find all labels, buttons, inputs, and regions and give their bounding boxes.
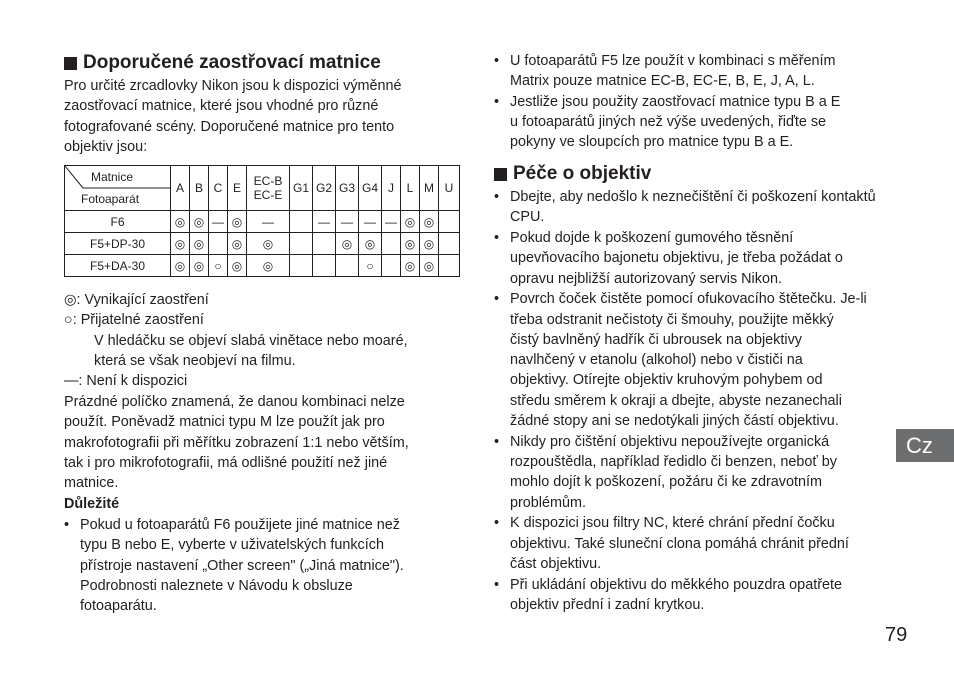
bullet-line: fotoaparátu. [80, 598, 157, 615]
table-cell: ◎ [420, 233, 439, 255]
bullet-line: přístroje nastavení „Other screen" („Jiná matnice"). [80, 557, 404, 574]
table-cell: ◎ [228, 211, 247, 233]
important-title: Důležité [64, 496, 120, 512]
bullet-line: objektivy. Otírejte objektiv kruhovým pohybem od [510, 372, 823, 389]
table-cell: ◎ [171, 255, 190, 277]
column-header: G3 [336, 166, 359, 211]
body-paragraph [64, 392, 409, 493]
legend-note-line: V hledáčku se objeví slabá vinětace nebo moaré, [94, 332, 408, 349]
bullet-text [510, 51, 836, 92]
column-header-ecb-ece [247, 166, 290, 211]
bullet-line: objektiv přední i zadní krytkou. [510, 596, 705, 613]
table-cell: ◎ [336, 233, 359, 255]
bullet-line: Při ukládání objektivu do měkkého pouzdra opatřete [510, 576, 842, 593]
body-line: matnice. [64, 475, 119, 492]
table-cell: — [336, 211, 359, 233]
table-cell: ◎ [359, 233, 382, 255]
table-row [65, 211, 460, 233]
important-bullet-text [80, 515, 404, 616]
bullet-dot: • [494, 291, 500, 308]
bullet-line: Jestliže jsou použity zaostřovací matnice typu B a E [510, 93, 841, 110]
row-label: F5+DA-30 [65, 255, 171, 277]
bullet-line: část objektivu. [510, 555, 602, 572]
legend [64, 290, 408, 391]
focusing-screen-table [64, 165, 460, 277]
intro-line: zaostřovací matnice, které jsou vhodné pro různé [64, 98, 379, 115]
table-cell [290, 211, 313, 233]
corner-label-camera: Fotoaparát [81, 192, 140, 206]
bullet-line: čistý bavlněný hadřík či ubrousek na objektivy [510, 331, 802, 348]
table-cell [439, 211, 460, 233]
bullet-line: Matrix pouze matnice EC-B, EC-E, B, E, J, A, L. [510, 73, 815, 90]
table-cell: ◎ [401, 211, 420, 233]
column-header: E [228, 166, 247, 211]
table-cell: ◎ [247, 255, 290, 277]
table-cell [209, 233, 228, 255]
bullet-line: u fotoaparátů jiných než výše uvedených, řiďte se [510, 113, 827, 130]
square-bullet-icon [494, 168, 507, 181]
bullet-dot: • [494, 433, 500, 450]
table-body [65, 211, 460, 277]
table-cell: ◎ [171, 233, 190, 255]
table-cell [336, 255, 359, 277]
column-header: M [420, 166, 439, 211]
column-header-ece: EC-E [253, 188, 283, 202]
table-cell [382, 233, 401, 255]
page-number: 79 [885, 624, 908, 646]
table-cell [313, 233, 336, 255]
bullet-line: U fotoaparátů F5 lze použít v kombinaci s měřením [510, 53, 836, 69]
row-label: F5+DP-30 [65, 233, 171, 255]
body-line: Prázdné políčko znamená, že danou kombinaci nelze [64, 394, 405, 410]
table-cell: ○ [359, 255, 382, 277]
table-corner-cell [65, 166, 171, 211]
bullet-text [510, 228, 843, 289]
column-header: L [401, 166, 420, 211]
table-cell: ◎ [171, 211, 190, 233]
column-header-ecb: EC-B [253, 174, 283, 188]
table-cell: ◎ [420, 255, 439, 277]
table-cell: — [313, 211, 336, 233]
table-cell: — [247, 211, 290, 233]
bullet-line: středu směrem k okraji a dbejte, abyste nezanechali [510, 392, 842, 409]
table-cell [290, 255, 313, 277]
bullet-line: Nikdy pro čištění objektivu nepoužívejte organická [510, 433, 830, 450]
corner-label-screen: Matnice [91, 170, 134, 184]
bullet-text [510, 513, 849, 574]
bullet-line: K dispozici jsou filtry NC, které chrání přední čočku [510, 515, 835, 532]
intro-line: fotografované scény. Doporučené matnice pro tento [64, 118, 395, 135]
section-heading-focusing-screens [64, 52, 381, 74]
intro-line: objektiv jsou: [64, 138, 148, 155]
table-cell: — [382, 211, 401, 233]
heading-text: Péče o objektiv [513, 163, 652, 184]
bullet-line: pokyny ve sloupcích pro matnice typu B a E. [510, 134, 794, 151]
bullet-dot: • [494, 189, 500, 205]
table-cell: — [359, 211, 382, 233]
bullet-line: Podrobnosti naleznete v Návodu k obsluze [80, 577, 353, 594]
column-header: J [382, 166, 401, 211]
column-header: A [171, 166, 190, 211]
bullet-line: CPU. [510, 209, 545, 226]
column-header: G4 [359, 166, 382, 211]
column-header: G2 [313, 166, 336, 211]
legend-note-line: která se však neobjeví na filmu. [94, 352, 296, 369]
heading-text: Doporučené zaostřovací matnice [83, 52, 381, 73]
bullet-dot: • [494, 53, 500, 69]
bullet-line: Dbejte, aby nedošlo k neznečištění či poškození kontaktů [510, 189, 876, 205]
table-row [65, 233, 460, 255]
bullet-line: navlhčený v etanolu (alkohol) nebo v čističi na [510, 352, 803, 369]
table-cell: ◎ [190, 233, 209, 255]
table-cell: ◎ [401, 255, 420, 277]
square-bullet-icon [64, 57, 77, 70]
table-cell: ◎ [190, 255, 209, 277]
legend-excellent: ◎: Vynikající zaostření [64, 292, 209, 308]
table-cell: ◎ [247, 233, 290, 255]
bullet-line: Pokud dojde k poškození gumového těsnění [510, 230, 794, 246]
column-header: C [209, 166, 228, 211]
body-line: použít. Poněvadž matnici typu M lze použít jak pro [64, 414, 385, 431]
language-tab: Cz [896, 429, 954, 462]
table-cell: ◎ [228, 233, 247, 255]
table-cell: ○ [209, 255, 228, 277]
bullet-line: upevňovacího bajonetu objektivu, je třeba požádat o [510, 250, 843, 267]
bullet-line: opravu nejbližší autorizovaný servis Nikon. [510, 270, 782, 287]
table-cell: ◎ [228, 255, 247, 277]
table-header-row [65, 166, 460, 211]
bullet-text [510, 92, 840, 153]
bullet-text [510, 187, 876, 228]
column-header: G1 [290, 166, 313, 211]
legend-acceptable: ○: Přijatelné zaostření [64, 312, 204, 329]
bullet-dot: • [494, 515, 500, 532]
legend-not-available: —: Není k dispozici [64, 373, 188, 390]
table-cell [439, 255, 460, 277]
bullet-text [510, 575, 842, 616]
intro-line: Pro určité zrcadlovky Nikon jsou k dispozici výměnné [64, 78, 402, 94]
bullet-line: mohlo dojít k poškození, požáru či ke zdravotním [510, 474, 822, 491]
bullet-line: problémům. [510, 494, 586, 511]
bullet-text [510, 289, 867, 431]
bullet-dot: • [494, 230, 500, 246]
table-cell [439, 233, 460, 255]
table-cell: ◎ [401, 233, 420, 255]
bullet-line: Povrch čoček čistěte pomocí ofukovacího štětečku. Je-li [510, 291, 867, 308]
table-cell [313, 255, 336, 277]
bullet-dot: • [494, 93, 500, 110]
column-header: U [439, 166, 460, 211]
table-cell: ◎ [420, 211, 439, 233]
row-label: F6 [65, 211, 171, 233]
table-cell: — [209, 211, 228, 233]
table-row [65, 255, 460, 277]
bullet-dot: • [64, 517, 70, 533]
body-line: tak i pro mikrofotografii, má odlišné použití než jiné [64, 454, 388, 471]
bullet-line: rozpouštědla, například ředidlo či benzen, neboť by [510, 454, 838, 471]
table-cell [382, 255, 401, 277]
intro-paragraph [64, 76, 402, 157]
body-line: makrofotografii při měřítku zobrazení 1:1 nebo větším, [64, 434, 409, 451]
bullet-line: typu B nebo E, vyberte v uživatelských funkcích [80, 537, 384, 554]
column-header: B [190, 166, 209, 211]
bullet-line: třeba odstranit nečistoty či šmouhy, použijte měkký [510, 311, 834, 328]
bullet-line: Pokud u fotoaparátů F6 použijete jiné matnice než [80, 517, 400, 533]
section-heading-lens-care [494, 163, 651, 185]
table-cell [290, 233, 313, 255]
bullet-line: objektivu. Také sluneční clona pomáhá chránit přední [510, 535, 849, 552]
bullet-dot: • [494, 576, 500, 593]
bullet-text [510, 432, 837, 513]
bullet-line: žádné stopy ani se nedotýkali jiných částí objektivu. [510, 413, 839, 430]
table-cell: ◎ [190, 211, 209, 233]
